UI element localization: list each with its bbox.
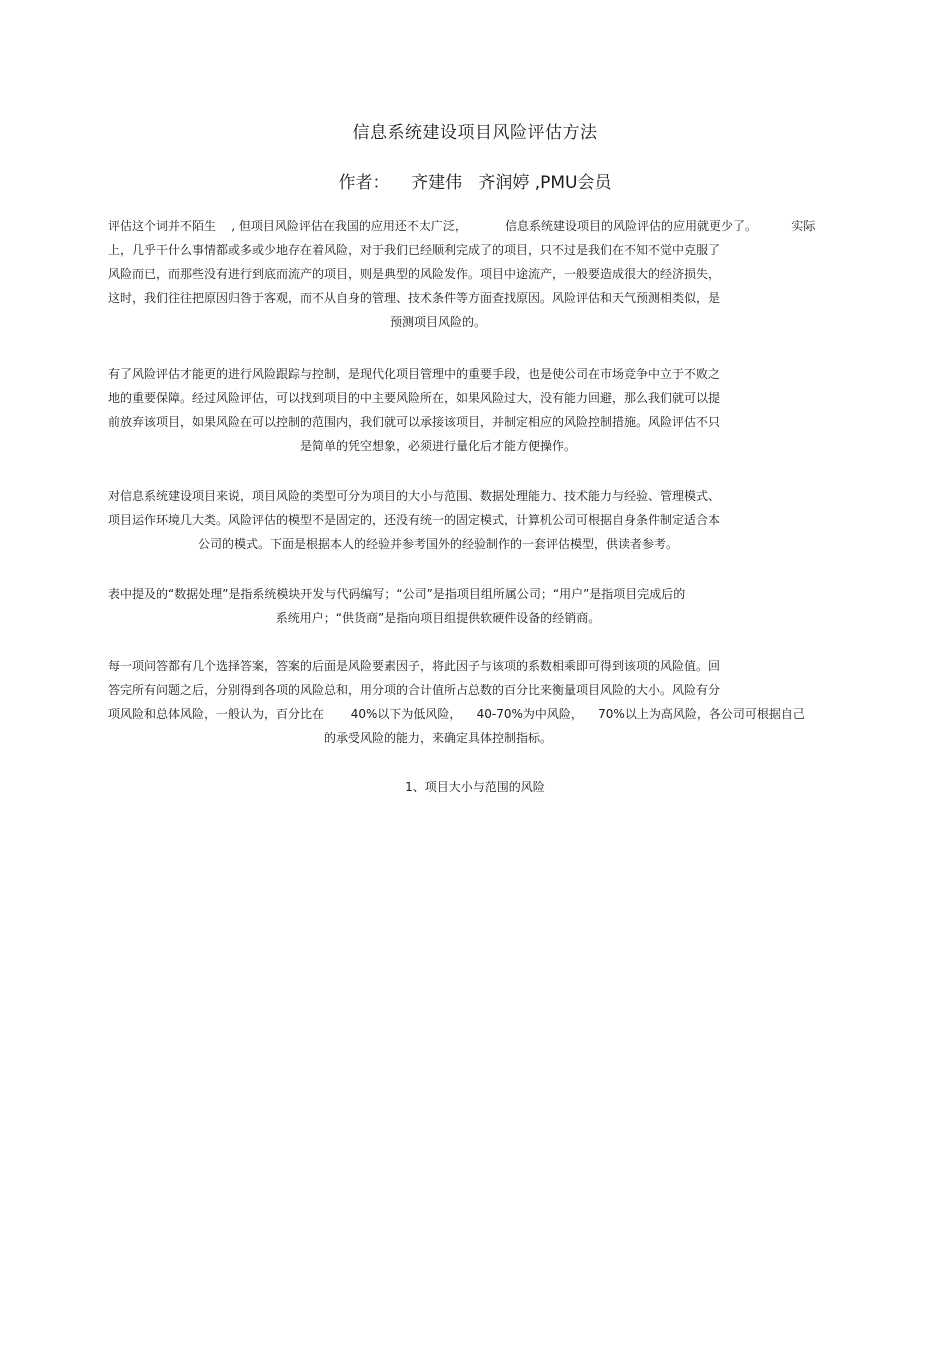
- paragraph-line: 有了风险评估才能更的进行风险跟踪与控制，是现代化项目管理中的重要手段，也是使公司在市场竞争中立于不败之: [108, 367, 721, 381]
- paragraph-line: 预测项目风险的。: [389, 315, 486, 329]
- section-heading: 1、项目大小与范围的风险: [405, 780, 545, 794]
- paragraph-line: 这时，我们往往把原因归咎于客观，而不从自身的管理、技术条件等方面查找原因。风险评估和天气预测相类似，是: [108, 291, 721, 305]
- author-line: [0, 168, 950, 193]
- paragraph-3: [108, 484, 850, 556]
- paragraph-4: [108, 582, 850, 630]
- paragraph-1: [108, 214, 850, 334]
- paragraph-line: 公司的模式。下面是根据本人的经验并参考国外的经验制作的一套评估模型，供读者参考。: [197, 537, 678, 551]
- paragraph-line: 对信息系统建设项目来说，项目风险的类型可分为项目的大小与范围、数据处理能力、技术能力与经验、管理模式、: [108, 489, 721, 503]
- paragraph-line: 的承受风险的能力，来确定具体控制指标。: [323, 731, 552, 745]
- paragraph-line: 答完所有问题之后，分别得到各项的风险总和，用分项的合计值所占总数的百分比来衡量项目风险的大小。风险有分: [108, 683, 721, 697]
- author-names: 齐建伟 齐润婷 ,PMU会员: [411, 173, 612, 193]
- paragraph-line: 每一项问答都有几个选择答案，答案的后面是风险要素因子，将此因子与该项的系数相乘即可得到该项的风险值。回: [108, 659, 721, 673]
- paragraph-line: 是简单的凭空想象，必须进行量化后才能方便操作。: [299, 439, 576, 453]
- paragraph-line: 地的重要保障。经过风险评估，可以找到项目的中主要风险所在，如果风险过大，没有能力回避，那么我们就可以提: [108, 391, 721, 405]
- paragraph-line: 前放弃该项目，如果风险在可以控制的范围内，我们就可以承接该项目，并制定相应的风险控制措施。风险评估不只: [108, 415, 721, 429]
- paragraph-line: 项风险和总体风险，一般认为，百分比在 40%以下为低风险， 40-70%为中风险， 70%以上为高风险，各公司可根据自己: [108, 707, 805, 721]
- paragraph-line: 项目运作环境几大类。风险评估的模型不是固定的，还没有统一的固定模式，计算机公司可根据自身条件制定适合本: [108, 513, 721, 527]
- paragraph-line: 表中提及的“数据处理”是指系统模块开发与代码编写；“公司”是指项目组所属公司；“用户”是指项目完成后的: [108, 587, 686, 601]
- paragraph-line: 评估这个词并不陌生 , 但项目风险评估在我国的应用还不太广泛， 信息系统建设项目的风险评估的应用就更少了。 实际: [108, 219, 816, 233]
- author-label: 作者：: [338, 173, 390, 193]
- paragraph-2: [108, 362, 850, 458]
- paragraph-line: 上，几乎干什么事情都或多或少地存在着风险，对于我们已经顺利完成了的项目，只不过是我们在不知不觉中克服了: [108, 243, 721, 257]
- document-title: 信息系统建设项目风险评估方法: [352, 123, 598, 143]
- paragraph-line: 系统用户；“供货商”是指向项目组提供软硬件设备的经销商。: [275, 611, 601, 625]
- paragraph-line: 风险而已，而那些没有进行到底而流产的项目，则是典型的风险发作。项目中途流产，一般要造成很大的经济损失，: [108, 267, 721, 281]
- paragraph-5: [108, 654, 850, 750]
